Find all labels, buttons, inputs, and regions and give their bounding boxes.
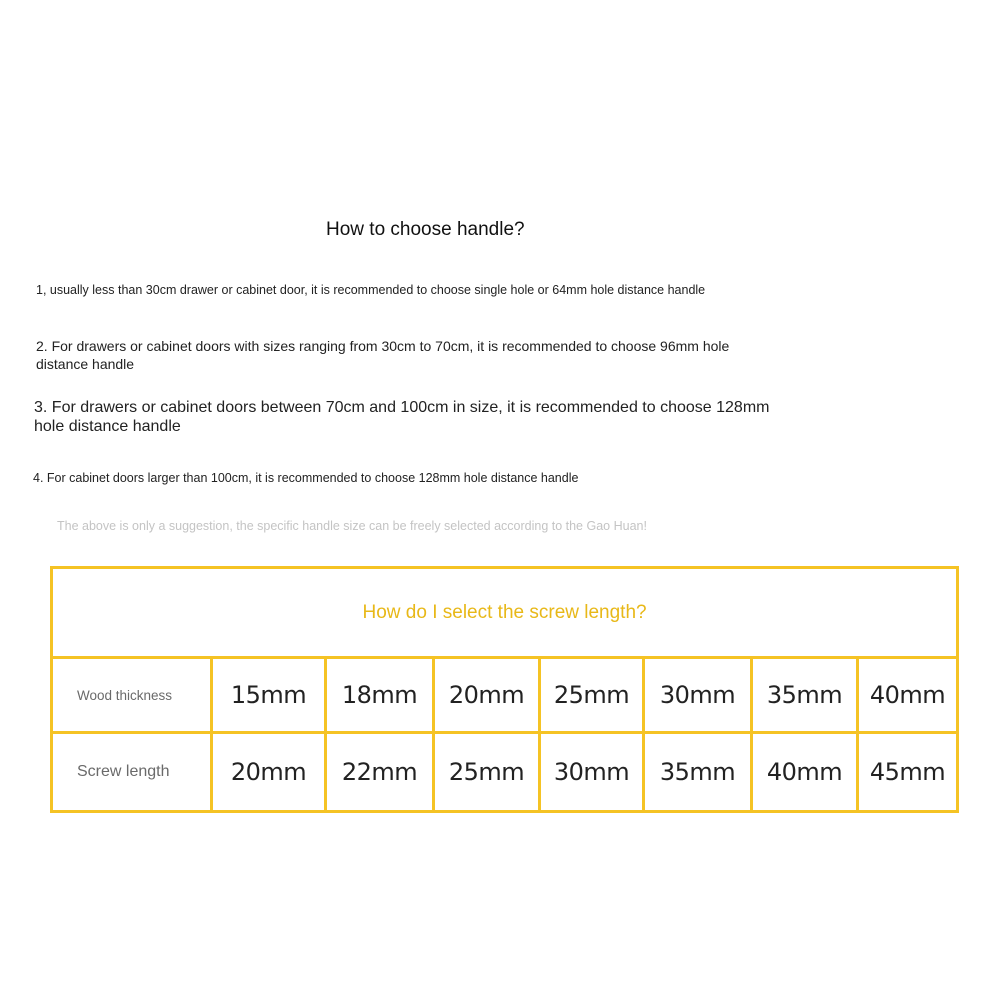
row-label-screw-length: Screw length — [52, 733, 212, 812]
suggestion-note: The above is only a suggestion, the specific handle size can be freely selected according to the Gao Huan! — [57, 519, 647, 533]
table-cell: 22mm — [326, 733, 434, 812]
screw-length-table — [50, 566, 959, 813]
table-caption-row — [52, 568, 958, 658]
table-cell: 25mm — [434, 733, 540, 812]
table-cell: 20mm — [434, 658, 540, 733]
page-title: How to choose handle? — [326, 219, 525, 240]
table-cell: 25mm — [540, 658, 644, 733]
rule-4: 4. For cabinet doors larger than 100cm, it is recommended to choose 128mm hole distance handle — [33, 471, 579, 485]
table-cell: 30mm — [540, 733, 644, 812]
rule-2: 2. For drawers or cabinet doors with sizes ranging from 30cm to 70cm, it is recommended to choose 96mm hole distance handle — [36, 338, 730, 372]
rule-3: 3. For drawers or cabinet doors between 70cm and 100cm in size, it is recommended to choose 128mm hole distance handle — [34, 399, 770, 435]
table-cell: 20mm — [212, 733, 326, 812]
table-cell: 35mm — [752, 658, 858, 733]
table-cell: 15mm — [212, 658, 326, 733]
rule-1: 1, usually less than 30cm drawer or cabinet door, it is recommended to choose single hole or 64mm hole distance handle — [36, 283, 706, 297]
row-label-wood-thickness: Wood thickness — [52, 658, 212, 733]
table-row-screw-length — [52, 733, 958, 812]
table-cell: 18mm — [326, 658, 434, 733]
table-row-wood-thickness — [52, 658, 958, 733]
table-cell: 40mm — [858, 658, 958, 733]
table-cell: 35mm — [644, 733, 752, 812]
table-cell: 45mm — [858, 733, 958, 812]
table-caption: How do I select the screw length? — [52, 568, 958, 658]
table-cell: 40mm — [752, 733, 858, 812]
table-cell: 30mm — [644, 658, 752, 733]
